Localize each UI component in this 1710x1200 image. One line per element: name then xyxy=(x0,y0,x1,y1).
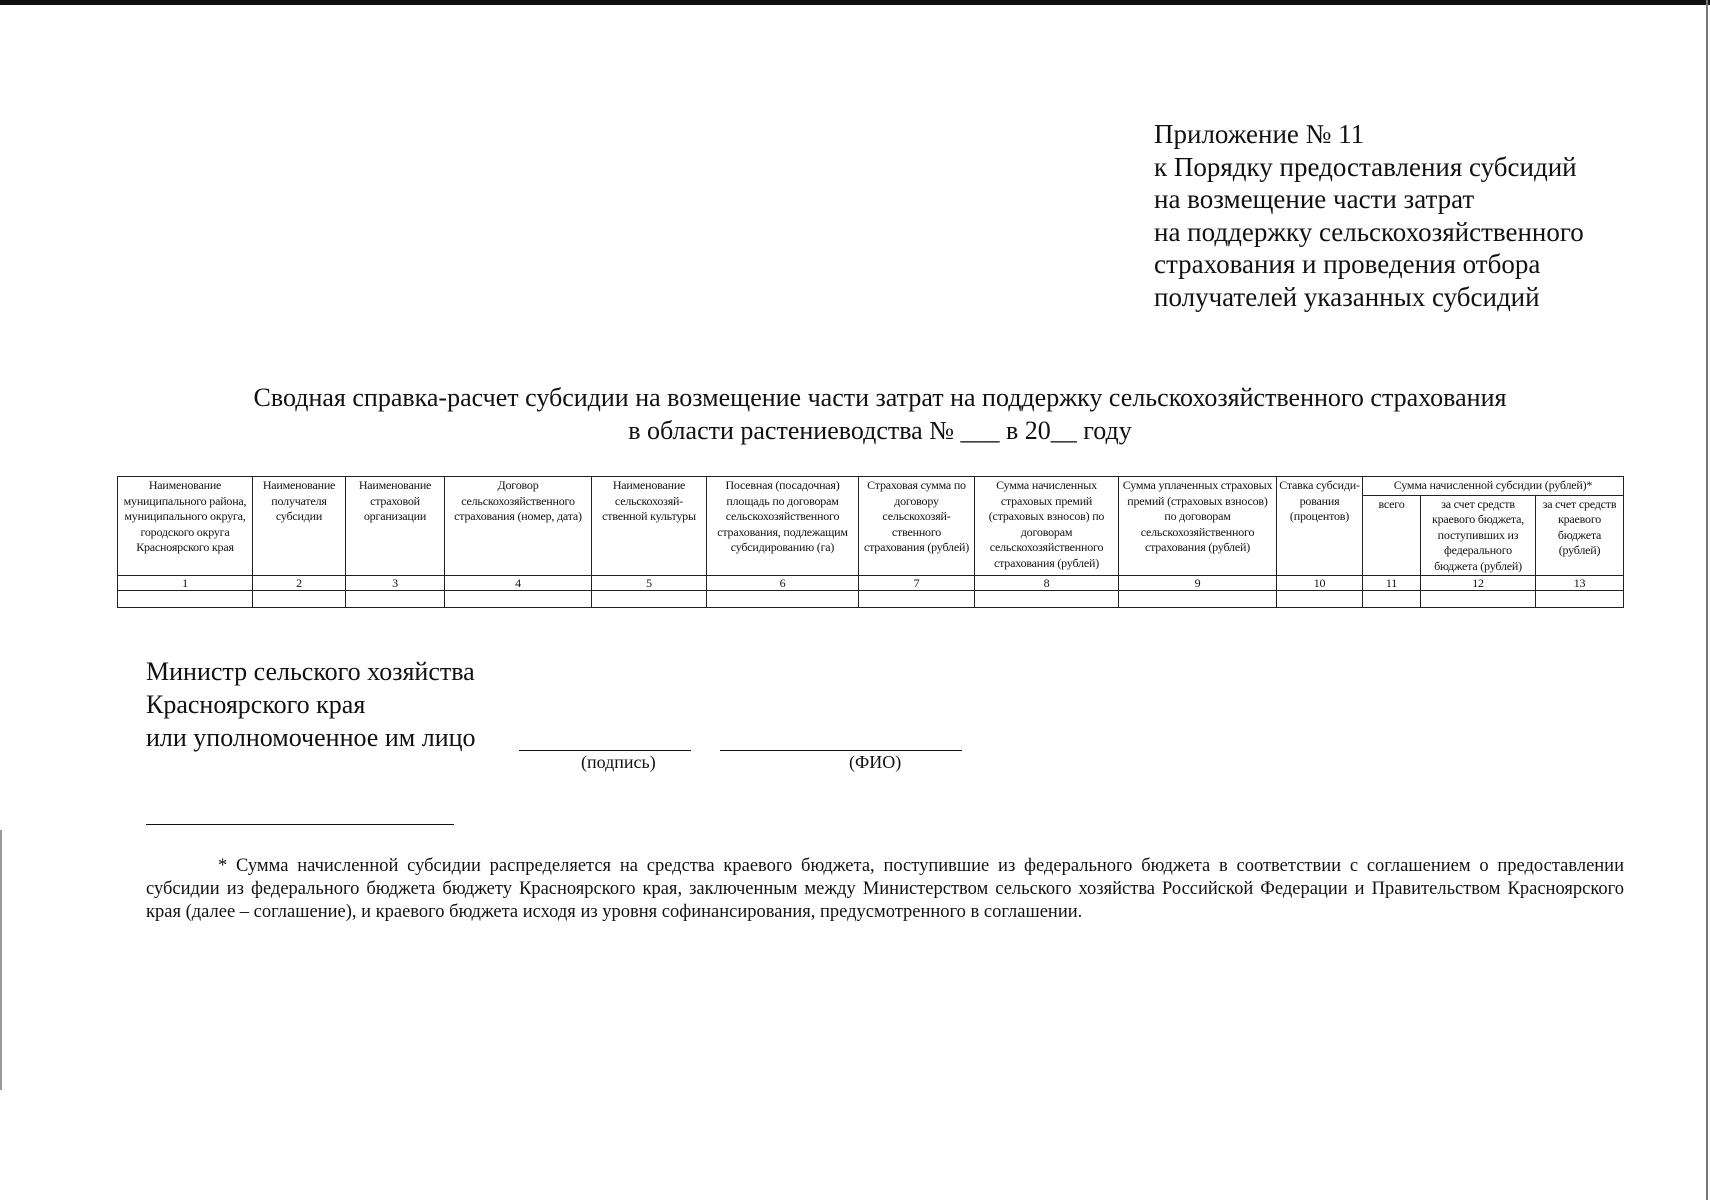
header-cell: Ставка субсиди-рования (процентов) xyxy=(1277,477,1363,576)
scan-top-border xyxy=(0,0,1710,5)
table-cell xyxy=(707,591,859,608)
signer-line-2: Красноярского края xyxy=(146,690,366,719)
table-cell xyxy=(1536,591,1624,608)
column-number: 4 xyxy=(445,576,592,591)
table-cell xyxy=(445,591,592,608)
name-caption: (ФИО) xyxy=(849,752,902,772)
table-cell xyxy=(1277,591,1363,608)
footnote-separator xyxy=(146,824,454,825)
header-group-cell: Сумма начисленной субсидии (рублей)* xyxy=(1363,477,1624,496)
name-line xyxy=(720,750,962,751)
appendix-line: Приложение № 11 xyxy=(1154,119,1365,149)
column-number: 10 xyxy=(1277,576,1363,591)
table-cell xyxy=(859,591,975,608)
column-number: 7 xyxy=(859,576,975,591)
signature-line xyxy=(519,750,691,751)
calculation-table xyxy=(117,476,1624,608)
header-cell: Договор сельскохозяйственного страхования (номер, дата) xyxy=(445,477,592,576)
title-line-2: в области растениеводства № ___ в 20__ году xyxy=(628,416,1132,445)
table-cell xyxy=(1119,591,1277,608)
header-cell: за счет средств краевого бюджета (рублей) xyxy=(1536,495,1624,576)
table-empty-row xyxy=(118,591,1624,608)
column-number: 9 xyxy=(1119,576,1277,591)
document-title xyxy=(120,381,1640,447)
header-cell: Наименование страховой организации xyxy=(346,477,445,576)
header-cell: Наименование сельскохозяй-ственной культуры xyxy=(592,477,707,576)
column-number: 5 xyxy=(592,576,707,591)
scan-right-edge xyxy=(1706,0,1708,1200)
column-number: 2 xyxy=(253,576,346,591)
table-cell xyxy=(346,591,445,608)
column-number: 6 xyxy=(707,576,859,591)
appendix-line: страхования и проведения отбора xyxy=(1154,249,1541,279)
header-cell: Наименование муниципального района, муниципального округа, городского округа Красноярского края xyxy=(118,477,253,576)
appendix-line: получателей указанных субсидий xyxy=(1154,281,1540,312)
signer-line-1: Министр сельского хозяйства xyxy=(146,657,475,686)
table-cell xyxy=(1421,591,1536,608)
scan-left-mark xyxy=(0,830,2,1090)
table-cell xyxy=(253,591,346,608)
signer-line-3: или уполномоченное им лицо xyxy=(146,723,476,752)
header-cell: Сумма уплаченных страховых премий (страховых взносов) по договорам сельскохозяйственного страхования (рублей) xyxy=(1119,477,1277,576)
appendix-line: на поддержку сельскохозяйственного xyxy=(1154,216,1584,247)
table-cell xyxy=(118,591,253,608)
table-cell xyxy=(975,591,1119,608)
column-number: 3 xyxy=(346,576,445,591)
header-cell: за счет средств краевого бюджета, поступивших из федерального бюджета (рублей) xyxy=(1421,495,1536,576)
column-number: 12 xyxy=(1421,576,1536,591)
header-cell: Наименование получателя субсидии xyxy=(253,477,346,576)
column-number-row xyxy=(118,576,1624,591)
column-number: 8 xyxy=(975,576,1119,591)
header-cell: Сумма начисленных страховых премий (страховых взносов) по договорам сельскохозяйственного страхования (рублей) xyxy=(975,477,1119,576)
appendix-line: к Порядку предоставления субсидий xyxy=(1154,151,1577,182)
footnote: * Сумма начисленной субсидии распределяется на средства краевого бюджета, поступившие из федерального бюджета в соответствии с соглашением о предоставлении субсидии из федерального бюджета бюджету Красноярского края, заключенным между Министерством сельского хозяйства Российской Федерации и Правительством Красноярского края (далее – соглашение), и краевого бюджета исходя из уровня софинансирования, предусмотренного в соглашении. xyxy=(146,856,1624,922)
title-line-1: Сводная справка-расчет субсидии на возмещение части затрат на поддержку сельскохозяйственного страхования xyxy=(253,383,1507,412)
column-number: 1 xyxy=(118,576,253,591)
column-number: 11 xyxy=(1363,576,1421,591)
column-number: 13 xyxy=(1536,576,1624,591)
table-cell xyxy=(1363,591,1421,608)
signature-block xyxy=(146,655,476,754)
table-header-row xyxy=(118,477,1624,496)
signature-caption: (подпись) xyxy=(581,752,656,772)
table-cell xyxy=(592,591,707,608)
appendix-line: на возмещение части затрат xyxy=(1154,184,1475,214)
header-cell: Страховая сумма по договору сельскохозяй-ственного страхования (рублей) xyxy=(859,477,975,576)
header-cell: всего xyxy=(1363,495,1421,576)
header-cell: Посевная (посадочная) площадь по договорам сельскохозяйственного страхования, подлежащим субсидированию (га) xyxy=(707,477,859,576)
appendix-header xyxy=(1154,118,1584,313)
